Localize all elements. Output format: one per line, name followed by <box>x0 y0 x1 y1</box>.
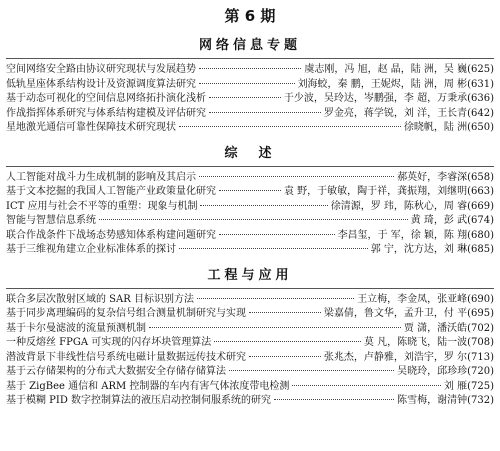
entry-title: 基于云存储架构的分布式大数据安全存储存储算法 <box>6 366 226 377</box>
entry-authors: 郝英好，李睿深 <box>397 171 468 183</box>
entry-authors: 王立梅，李金凤，张亚峰 <box>357 293 468 305</box>
toc-entry[interactable] <box>6 293 494 308</box>
entry-title: 基于同步离理编码的复杂信号组合测量机制研究与实现 <box>6 308 246 319</box>
toc-entry[interactable] <box>6 351 494 366</box>
entry-page: (732) <box>467 395 494 406</box>
entry-authors: 梁嘉倩，鲁文华，孟升卫，付 平 <box>323 308 468 319</box>
entry-title: 星地激光通信可靠性保障技术研究现状 <box>6 122 176 133</box>
toc-entry[interactable] <box>6 243 494 258</box>
dot-leader <box>199 83 295 84</box>
toc-entry[interactable] <box>6 78 494 93</box>
entry-authors: 徐晓帆，陆 洲 <box>403 122 468 133</box>
dot-leader <box>209 97 281 98</box>
entry-authors: 罗金亮，蒋学锐，刘 洋，王长青 <box>323 107 468 119</box>
toc-entry[interactable] <box>6 307 494 322</box>
section-divider <box>6 166 494 167</box>
section-divider <box>6 58 494 59</box>
entry-page: (663) <box>467 186 494 197</box>
dot-leader <box>199 176 394 177</box>
entry-page: (636) <box>467 93 494 104</box>
entry-page: (680) <box>467 229 494 241</box>
entry-authors: 刘海蛟，秦 鹏，王妮烬，陆 洲，周 彬 <box>297 78 468 90</box>
section-entries-network-info <box>0 63 500 136</box>
entry-title: 空间网络安全路由协议研究现状与发展趋势 <box>6 64 196 75</box>
dot-leader <box>149 327 401 328</box>
dot-leader <box>214 341 361 342</box>
entry-authors: 李昌玺，于 军，徐 颖，陈 翔 <box>337 229 468 241</box>
toc-entry[interactable] <box>6 322 494 337</box>
section-title-network-info: 网络信息专题 <box>198 38 301 53</box>
entry-title: 基于 ZigBee 通信和 ARM 控制器的车内有害气体浓度带电检测 <box>6 380 290 392</box>
entry-authors: 徐清源，罗 玮，陈秋心，周 睿 <box>330 200 468 212</box>
entry-authors: 刘 雁 <box>443 380 468 392</box>
entry-title: 联合多层次散射区域的 SAR 目标识别方法 <box>6 293 194 305</box>
dot-leader <box>219 190 281 191</box>
entry-authors: 黄 琦，彭 武 <box>410 215 468 226</box>
toc-entry[interactable] <box>6 365 494 380</box>
toc-entry[interactable] <box>6 171 494 186</box>
section-entries-review <box>0 171 500 258</box>
toc-entry[interactable] <box>6 229 494 244</box>
toc-entry[interactable] <box>6 394 494 409</box>
entry-authors: 贾 潇，潘沃皓 <box>403 322 468 334</box>
dot-leader <box>229 370 394 371</box>
dot-leader <box>249 312 321 313</box>
entry-page: (695) <box>467 308 494 319</box>
entry-page: (669) <box>467 200 494 212</box>
toc-page <box>0 6 500 451</box>
entry-page: (690) <box>467 293 494 305</box>
toc-entry[interactable] <box>6 214 494 229</box>
toc-entry[interactable] <box>6 63 494 78</box>
dot-leader <box>99 219 408 220</box>
dot-leader <box>292 385 440 386</box>
toc-entry[interactable] <box>6 185 494 200</box>
dot-leader <box>274 399 394 400</box>
entry-page: (720) <box>467 366 494 377</box>
entry-page: (658) <box>467 171 494 183</box>
entry-title: 智能与智慧信息系统 <box>6 215 96 226</box>
entry-title: 低轨星座体系结构设计及资源调度算法研究 <box>6 78 196 90</box>
entry-authors: 袁 野，于敏敏，陶于祥，龚振翔，刘继明 <box>283 186 468 197</box>
toc-entry[interactable] <box>6 336 494 351</box>
entry-page: (625) <box>467 64 494 75</box>
entry-title: 一种反熔丝 FPGA 可实现的闪存坏块管理算法 <box>6 337 212 348</box>
entry-page: (713) <box>467 351 494 363</box>
dot-leader <box>219 234 335 235</box>
entry-title: 作战指挥体系研究与体系结构建模及评估研究 <box>6 107 206 119</box>
entry-authors: 张兆杰，卢静雅，刘浩宇，罗 尔 <box>323 351 468 363</box>
entry-page: (674) <box>467 215 494 226</box>
entry-page: (702) <box>467 322 494 334</box>
section-entries-engineering <box>0 293 500 409</box>
entry-title: 基于模糊 PID 数字控制算法的液压启动控制伺服系统的研究 <box>6 395 272 406</box>
entry-page: (708) <box>467 337 494 348</box>
section-title-review: 综 述 <box>224 145 276 161</box>
entry-authors: 郭 宁，沈方达，刘 琳 <box>370 244 468 255</box>
toc-entry[interactable] <box>6 92 494 107</box>
entry-title: ICT 应用与社会不平等的重塑：现象与机制 <box>6 200 198 212</box>
entry-title: 潜波背景下非线性信号系统电磁计量数据远传技术研究 <box>6 351 246 363</box>
entry-title: 联合作战条件下战场态势感知体系构建问题研究 <box>6 229 216 241</box>
entry-authors: 莫 凡，陈晓飞，陆一波 <box>363 337 468 348</box>
entry-page: (725) <box>467 380 494 392</box>
entry-title: 人工智能对战斗力生成机制的影响及其启示 <box>6 171 196 183</box>
entry-authors: 吴晓玲，邱珍珍 <box>397 366 468 377</box>
dot-leader <box>249 356 321 357</box>
entry-authors: 虞志刚，冯 旭，赵 晶，陆 洲，吴 巍 <box>304 64 468 75</box>
entry-title: 基于卡尔曼滤波的流量预测机制 <box>6 322 146 334</box>
dot-leader <box>197 298 354 299</box>
toc-entry[interactable] <box>6 380 494 395</box>
dot-leader <box>200 205 327 206</box>
entry-page: (650) <box>467 122 494 133</box>
section-divider <box>6 288 494 289</box>
entry-page: (685) <box>467 244 494 255</box>
dot-leader <box>199 68 301 69</box>
issue-number: 第 6 期 <box>224 7 276 25</box>
toc-entry[interactable] <box>6 121 494 136</box>
toc-entry[interactable] <box>6 107 494 122</box>
toc-entry[interactable] <box>6 200 494 215</box>
entry-title: 基于文本挖掘的我国人工智能产业政策量化研究 <box>6 186 216 197</box>
entry-title: 基于动态可视化的空间信息网络拓扑演化浅析 <box>6 93 206 104</box>
entry-authors: 于少波，吴玲达，岑鹏强，李 超，万秉承 <box>283 93 468 104</box>
entry-title: 基于三维视角建立企业标准体系的探讨 <box>6 244 176 255</box>
dot-leader <box>179 126 401 127</box>
entry-authors: 陈雪梅，谢清钟 <box>397 395 468 406</box>
dot-leader <box>209 112 321 113</box>
entry-page: (631) <box>467 78 494 90</box>
dot-leader <box>179 248 368 249</box>
section-title-engineering: 工程与应用 <box>207 267 293 283</box>
entry-page: (642) <box>467 107 494 119</box>
